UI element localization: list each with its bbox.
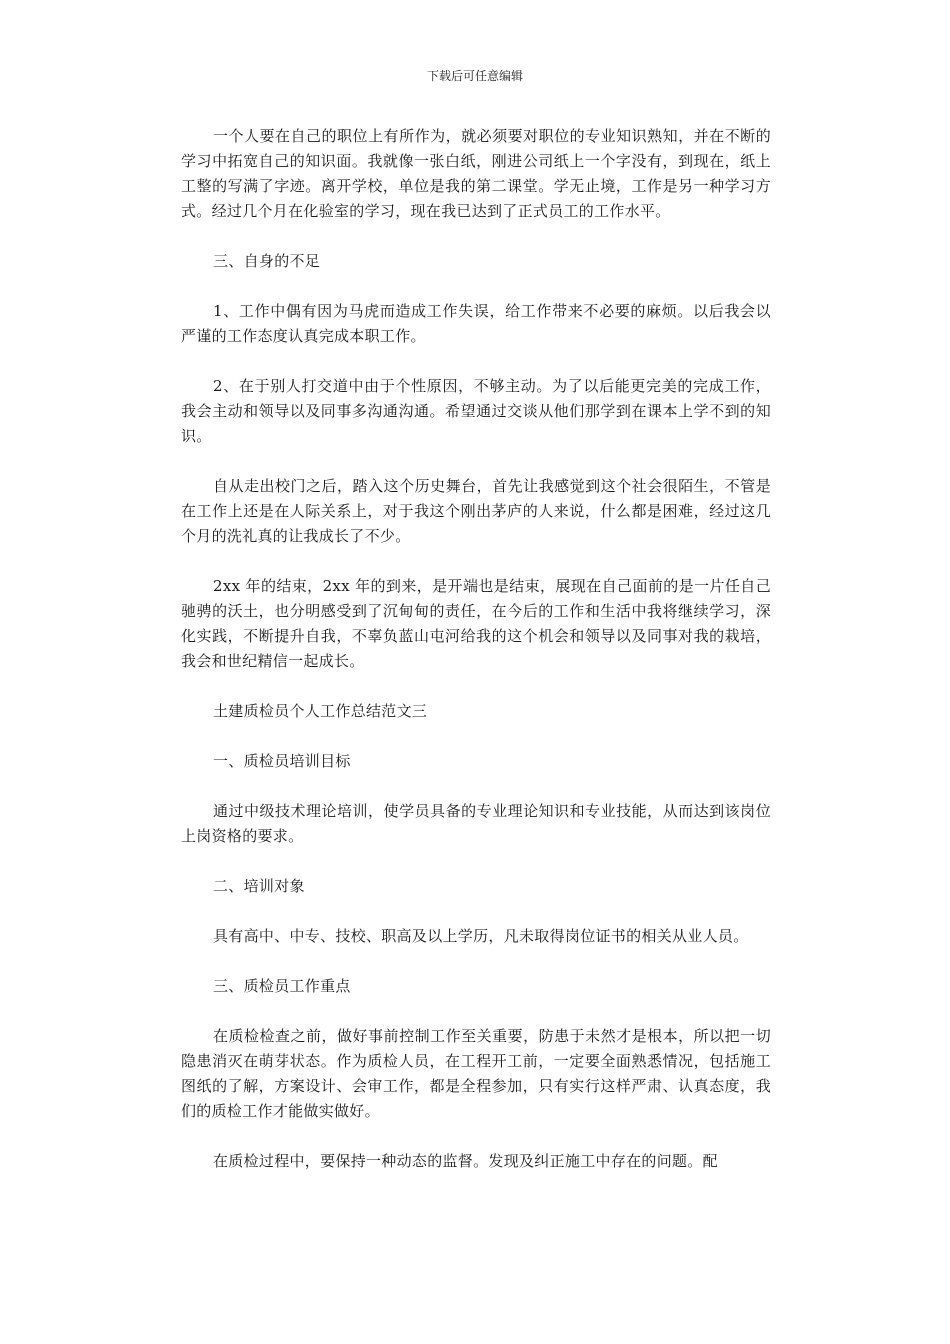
paragraph-inspection-process: 在质检过程中，要保持一种动态的监督。发现及纠正施工中存在的问题。配 xyxy=(213,1152,718,1170)
paragraph-year-end: 2xx 年的结束，2xx 年的到来，是开端也是结束，展现在自己面前的是一片任自己驰骋的沃土，也分明感受到了沉甸甸的责任，在今后的工作和生活中我将继续学习，深化实践，不断提升自我，不辜负蓝山屯河给我的这个机会和领导以及同事对我的栽培，我会和世纪精信一起成长。 xyxy=(181,577,771,670)
document-body xyxy=(181,124,771,1174)
document-title-sample-three: 土建质检员个人工作总结范文三 xyxy=(213,702,428,720)
paragraph-training-target: 具有高中、中专、技校、职高及以上学历，凡未取得岗位证书的相关从业人员。 xyxy=(213,927,749,945)
section-heading-training-target: 二、培训对象 xyxy=(213,877,305,895)
section-heading-shortcomings: 三、自身的不足 xyxy=(213,252,321,270)
paragraph-growth: 自从走出校门之后，踏入这个历史舞台，首先让我感觉到这个社会很陌生，不管是在工作上还是在人际关系上，对于我这个刚出茅庐的人来说，什么都是困难，经过这几个月的洗礼真的让我成长了不少。 xyxy=(181,477,771,545)
paragraph-job-knowledge: 一个人要在自己的职位上有所作为，就必须要对职位的专业知识熟知，并在不断的学习中拓宽自己的知识面。我就像一张白纸，刚进公司纸上一个字没有，到现在，纸上工整的写满了字迹。离开学校，单位是我的第二课堂。学无止境，工作是另一种学习方式。经过几个月在化验室的学习，现在我已达到了正式员工的工作水平。 xyxy=(181,127,771,220)
page-header: 下载后可任意编辑 xyxy=(426,69,523,83)
section-heading-training-goal: 一、质检员培训目标 xyxy=(213,752,351,770)
section-heading-work-focus: 三、质检员工作重点 xyxy=(213,977,351,995)
paragraph-pre-inspection: 在质检检查之前，做好事前控制工作至关重要，防患于未然才是根本，所以把一切隐患消灭在萌芽状态。作为质检人员，在工程开工前，一定要全面熟悉情况，包括施工图纸的了解，方案设计、会审工作，都是全程参加，只有实行这样严肃、认真态度，我们的质检工作才能做实做好。 xyxy=(181,1027,771,1120)
paragraph-shortcoming-1: 1、工作中偶有因为马虎而造成工作失误，给工作带来不必要的麻烦。以后我会以严谨的工作态度认真完成本职工作。 xyxy=(181,302,771,345)
paragraph-training-goal: 通过中级技术理论培训，使学员具备的专业理论知识和专业技能，从而达到该岗位上岗资格的要求。 xyxy=(181,802,771,845)
paragraph-shortcoming-2: 2、在于别人打交道中由于个性原因，不够主动。为了以后能更完美的完成工作，我会主动和领导以及同事多沟通沟通。希望通过交谈从他们那学到在课本上学不到的知识。 xyxy=(181,377,771,445)
